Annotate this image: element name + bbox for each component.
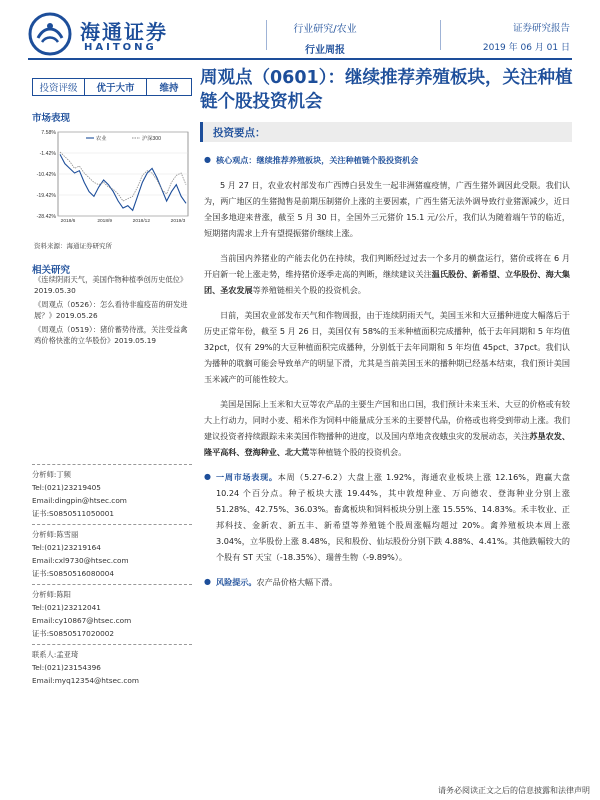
bullet-icon: ● (204, 472, 211, 481)
header-divider (28, 58, 572, 60)
analyst-email[interactable]: Email:myq12354@htsec.com (32, 676, 139, 685)
series-line-hs300 (60, 152, 186, 201)
risk-warning (204, 574, 570, 590)
chart-source: 资料来源：海通证券研究所 (34, 242, 112, 250)
series-line-agri (60, 154, 186, 210)
logo-cn: 海通证券 (80, 20, 168, 44)
paragraph-3: 日前，美国农业部发布天气和作物周报，由于连续阴雨天气，美国玉米和大豆播种进度大幅落后于历史正常年份，截至 5 月 26 日，美国仅有 58%的玉米种植面积完成播种，低于去年同期和 5 年均值 32pct，仅有 29%的大豆种植面积完成播种，分别低于去年同期和 5 年均值 45pct、37pct。我们认为播种的耽搁可能会导致单产的明显下滑，尤其是当前美国玉米的播种期已经基本结束，我们预计美国玉米减产的可能性较大。 (204, 310, 570, 384)
y-tick-label: -10.42% (36, 172, 56, 178)
p2-stocks: 温氏股份、新希望、立华股份、海大集团、圣农发展 (204, 269, 570, 295)
legend-label: 农业 (96, 136, 107, 142)
main-body (204, 152, 570, 599)
risk-label: 风险提示。 (216, 577, 257, 587)
p4-tail: 等种植链个股的投资机会。 (309, 447, 407, 457)
analyst-cert: 证书:S0850516080004 (32, 569, 115, 578)
risk-text: 农产品价格大幅下滑。 (256, 577, 338, 587)
bullet-icon: ● (204, 577, 211, 586)
analyst-cert: 证书:S0850517020002 (32, 629, 115, 638)
investment-rating (32, 78, 192, 96)
core-text: 继续推荐养殖板块，关注种植链个股投资机会 (256, 155, 419, 165)
core-label: 核心观点： (216, 155, 257, 165)
header-category (270, 20, 380, 56)
market-chart (32, 128, 192, 224)
related-list (34, 274, 194, 349)
legend-label: 沪深300 (142, 136, 162, 142)
analyst-list (32, 464, 192, 691)
report-type: 行业周报 (305, 45, 345, 56)
core-view (204, 152, 570, 168)
doc-type: 证券研究报告 (512, 23, 570, 34)
analyst-name: 分析师:丁频 (32, 470, 71, 479)
page-header (0, 0, 600, 60)
x-tick-label: 2018/6 (60, 219, 76, 224)
x-tick-label: 2019/3 (170, 219, 186, 224)
analyst-card (32, 464, 192, 520)
x-tick-label: 2018/9 (97, 219, 113, 224)
analyst-card (32, 524, 192, 580)
analyst-card (32, 584, 192, 640)
report-date: 2019 年 06 月 01 日 (482, 43, 570, 53)
analyst-name: 分析师:陈雪丽 (32, 530, 79, 539)
disclaimer-footer: 请务必阅读正文之后的信息披露和法律声明 (438, 786, 590, 795)
y-tick-label: -28.42% (36, 214, 56, 220)
analyst-cert: 证书:S0850511050001 (32, 509, 115, 518)
weekly-performance (204, 469, 570, 565)
y-tick-label: 7.58% (41, 130, 56, 136)
rating-label: 投资评级 (33, 79, 85, 95)
analyst-name: 分析师:陈阳 (32, 590, 71, 599)
analyst-tel: Tel:(021)23212041 (32, 603, 101, 612)
paragraph-4 (204, 396, 570, 460)
related-heading: 相关研究 (32, 265, 71, 276)
related-item[interactable]: 《周观点（0526）：怎么看待非瘟疫苗的研发进展？》2019.05.26 (34, 300, 188, 320)
related-item[interactable]: 《连续阴雨天气，美国作物种植季创历史低位》2019.05.30 (34, 275, 188, 295)
p4-stocks: 苏垦农发、隆平高科、登海种业、北大荒 (204, 431, 570, 457)
week-text: 本周（5.27-6.2）大盘上涨 1.92%，海通农业板块上涨 12.16%，跑赢大盘 10.24 个百分点。种子板块大涨 19.44%，其中敦煌种业、万向德农、登海种业分别上涨 51.28%、42.75%、36.03%。畜禽板块和饲料板块分别上涨 15.55%、14.83%。禾丰牧业、正邦科技、金新农、新五丰、新希望等养殖链个股周涨幅均超过 20%。禽养殖板块本周上涨 3.04%，立华股份上涨 8.48%，民和股份、仙坛股份分别下跌 4.88%、4.41%。其他跌幅较大的个股有 ST 天宝（-18.35%）、瑞普生物（-9.89%）。 (216, 472, 570, 562)
analyst-name: 联系人:孟亚琦 (32, 650, 79, 659)
analyst-tel: Tel:(021)23219405 (32, 483, 101, 492)
paragraph-1: 5 月 27 日，农业农村部发布广西博白县发生一起非洲猪瘟疫情，广西生猪外调因此受限。我们认为，两广地区的生猪抛售是前期压制猪价上涨的主要因素，广西生猪无法外调导致行业猪源减少，近日全国多地迎来普涨，截至 5 月 30 日，全国外三元猪价 15.1 元/公斤，我们认为随着端午节的临近，短期猪肉需求上升有望提振猪价继续上涨。 (204, 180, 570, 238)
paragraph-2 (204, 250, 570, 298)
haitong-logo (28, 12, 198, 56)
y-tick-label: -1.42% (39, 151, 56, 157)
market-heading: 市场表现 (32, 113, 71, 124)
analyst-tel: Tel:(021)23219164 (32, 543, 101, 552)
report-title: 周观点（0601）：继续推荐养殖板块，关注种植链个股投资机会 (200, 68, 573, 112)
x-tick-label: 2018/12 (132, 219, 151, 224)
p4-text: 美国是国际上玉米和大豆等农产品的主要生产国和出口国，我们预计未来玉米、大豆的价格或有较大上行动力，同时小麦、稻米作为饲料中能量成分玉米的主要替代品，价格或也将受到带动上涨。我们建议投资者持续跟踪未来美国作物播种的进度，以及国内草地贪夜蛾虫灾的发展动态，关注 (204, 399, 570, 441)
y-tick-label: -19.42% (36, 193, 56, 199)
bullet-icon: ● (204, 155, 211, 164)
analyst-email[interactable]: Email:dingpin@htsec.com (32, 496, 127, 505)
key-points-bar (200, 122, 572, 142)
related-item[interactable]: 《周观点（0519）：猪价蓄势待涨，关注受益禽鸡价格快涨的立华股份》2019.05.19 (34, 325, 188, 345)
analyst-tel: Tel:(021)23154396 (32, 663, 101, 672)
analyst-email[interactable]: Email:cy10867@htsec.com (32, 616, 132, 625)
logo-en: HAITONG (84, 42, 157, 53)
key-points-heading: 投资要点： (213, 127, 266, 139)
rating-value: 优于大市 (85, 79, 147, 95)
industry-label: 行业研究/农业 (293, 24, 357, 35)
week-label: 一周市场表现。 (216, 472, 278, 482)
rating-status: 维持 (159, 83, 179, 94)
p2-text: 当前国内养猪业的产能去化仍在持续，我们判断经过过去一个多月的横盘运行，猪价或将在 6 月开启新一轮上涨走势，维持猪价逐季走高的判断，继续建议关注 (204, 253, 570, 279)
analyst-card (32, 644, 192, 687)
analyst-email[interactable]: Email:cxl9730@htsec.com (32, 556, 129, 565)
header-meta (483, 20, 570, 53)
haitong-logo-icon (28, 12, 72, 56)
p2-tail: 等养殖链相关个股的投资机会。 (252, 285, 366, 295)
